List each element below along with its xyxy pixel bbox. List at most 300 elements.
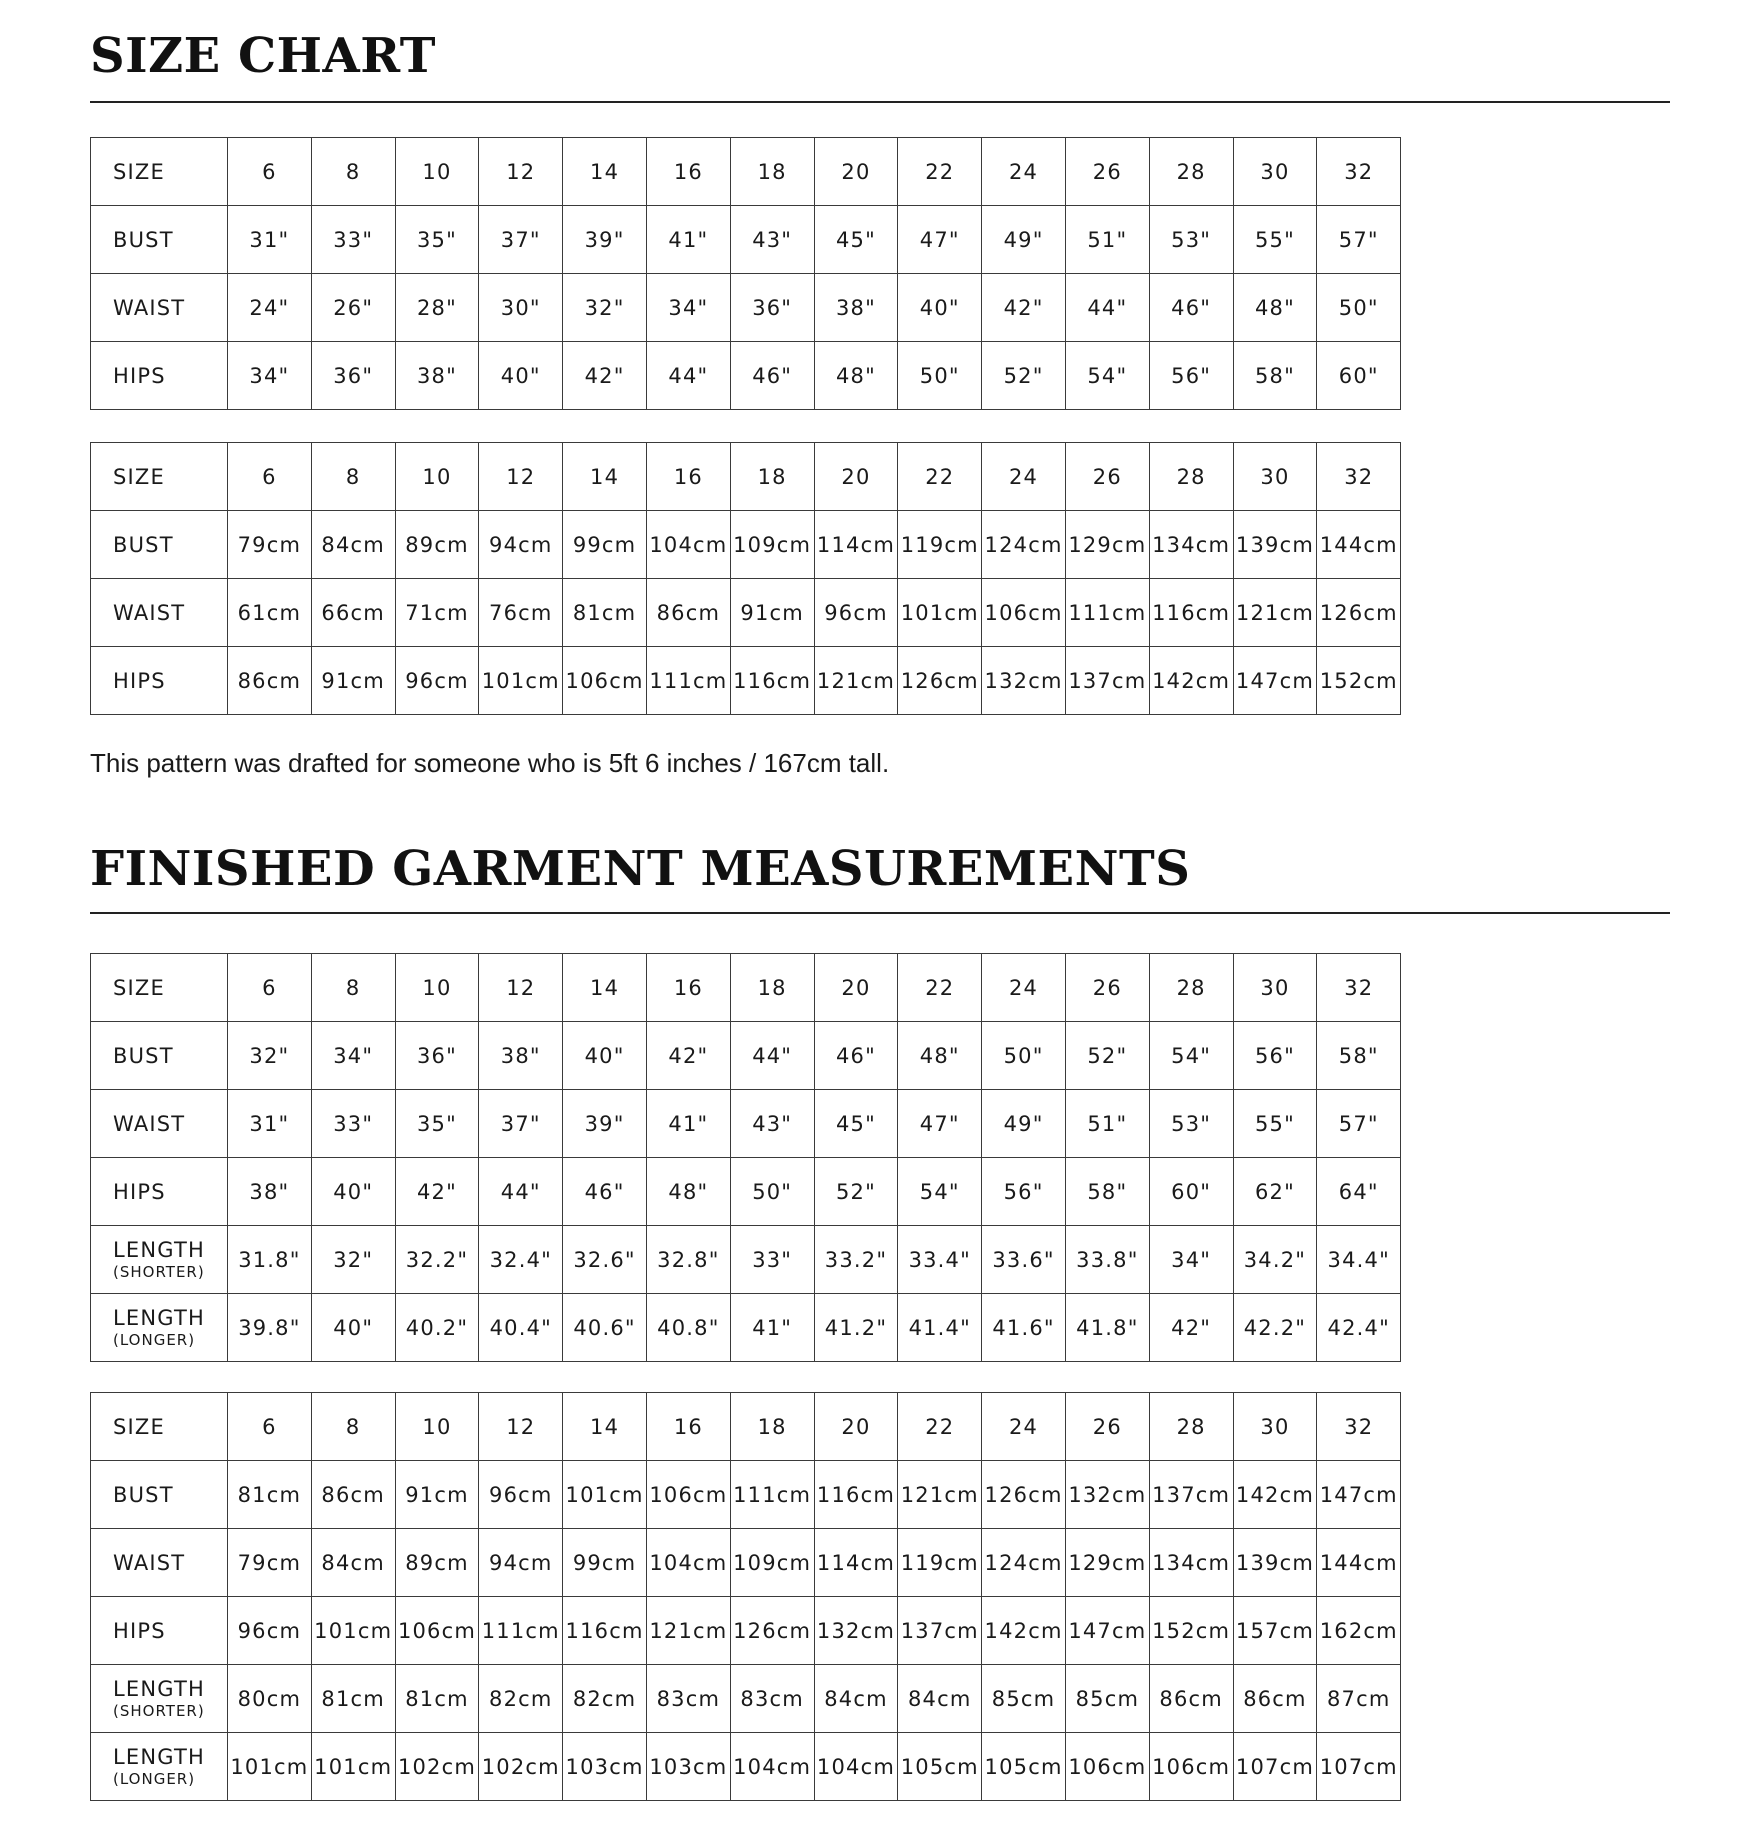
row-label bbox=[91, 954, 228, 1022]
size-cell: 14 bbox=[563, 1393, 647, 1461]
value-cell: 81cm bbox=[228, 1461, 312, 1529]
value-cell: 51" bbox=[1065, 206, 1149, 274]
row-label bbox=[91, 1597, 228, 1665]
value-cell: 54" bbox=[1065, 342, 1149, 410]
value-cell: 56" bbox=[1233, 1022, 1317, 1090]
size-cell: 12 bbox=[479, 1393, 563, 1461]
value-cell: 139cm bbox=[1233, 511, 1317, 579]
row-label-subtext: (LONGER) bbox=[113, 1770, 196, 1788]
size-cell: 16 bbox=[646, 1393, 730, 1461]
value-cell: 61cm bbox=[228, 579, 312, 647]
size-cell: 12 bbox=[479, 443, 563, 511]
value-cell: 111cm bbox=[1065, 579, 1149, 647]
value-cell: 34" bbox=[311, 1022, 395, 1090]
value-cell: 86cm bbox=[1149, 1665, 1233, 1733]
value-cell: 82cm bbox=[479, 1665, 563, 1733]
size-cell: 26 bbox=[1065, 954, 1149, 1022]
value-cell: 99cm bbox=[563, 1529, 647, 1597]
row-label bbox=[91, 274, 228, 342]
value-cell: 106cm bbox=[982, 579, 1066, 647]
value-cell: 44" bbox=[479, 1158, 563, 1226]
value-cell: 34.4" bbox=[1317, 1226, 1401, 1294]
size-cell: 30 bbox=[1233, 954, 1317, 1022]
row-label-text: BUST bbox=[113, 1043, 174, 1068]
size-cell: 28 bbox=[1149, 1393, 1233, 1461]
value-cell: 81cm bbox=[395, 1665, 479, 1733]
row-label bbox=[91, 206, 228, 274]
size-cell: 6 bbox=[228, 138, 312, 206]
value-cell: 55" bbox=[1233, 206, 1317, 274]
value-cell: 96cm bbox=[814, 579, 898, 647]
value-cell: 52" bbox=[982, 342, 1066, 410]
size-cell: 18 bbox=[730, 138, 814, 206]
value-cell: 96cm bbox=[479, 1461, 563, 1529]
value-cell: 35" bbox=[395, 206, 479, 274]
value-cell: 60" bbox=[1149, 1158, 1233, 1226]
value-cell: 107cm bbox=[1317, 1733, 1401, 1801]
size-cell: 26 bbox=[1065, 443, 1149, 511]
value-cell: 38" bbox=[228, 1158, 312, 1226]
value-cell: 104cm bbox=[646, 511, 730, 579]
size-cell: 32 bbox=[1317, 443, 1401, 511]
value-cell: 43" bbox=[730, 1090, 814, 1158]
row-label-text: BUST bbox=[113, 227, 174, 252]
value-cell: 132cm bbox=[814, 1597, 898, 1665]
size-cell: 30 bbox=[1233, 138, 1317, 206]
value-cell: 83cm bbox=[646, 1665, 730, 1733]
size-cell: 28 bbox=[1149, 954, 1233, 1022]
value-cell: 32.4" bbox=[479, 1226, 563, 1294]
row-label bbox=[91, 443, 228, 511]
value-cell: 34.2" bbox=[1233, 1226, 1317, 1294]
value-cell: 51" bbox=[1065, 1090, 1149, 1158]
value-cell: 121cm bbox=[814, 647, 898, 715]
value-cell: 56" bbox=[1149, 342, 1233, 410]
value-cell: 96cm bbox=[395, 647, 479, 715]
value-cell: 82cm bbox=[563, 1665, 647, 1733]
size-cell: 32 bbox=[1317, 954, 1401, 1022]
value-cell: 101cm bbox=[563, 1461, 647, 1529]
row-label bbox=[91, 511, 228, 579]
value-cell: 33.8" bbox=[1065, 1226, 1149, 1294]
value-cell: 58" bbox=[1317, 1022, 1401, 1090]
value-cell: 81cm bbox=[563, 579, 647, 647]
measurement-row bbox=[91, 1461, 1401, 1529]
row-label-text: SIZE bbox=[113, 464, 165, 489]
value-cell: 36" bbox=[311, 342, 395, 410]
size-cell: 10 bbox=[395, 443, 479, 511]
value-cell: 106cm bbox=[563, 647, 647, 715]
value-cell: 54" bbox=[898, 1158, 982, 1226]
value-cell: 79cm bbox=[228, 511, 312, 579]
value-cell: 111cm bbox=[730, 1461, 814, 1529]
value-cell: 85cm bbox=[982, 1665, 1066, 1733]
value-cell: 126cm bbox=[1317, 579, 1401, 647]
value-cell: 116cm bbox=[730, 647, 814, 715]
value-cell: 86cm bbox=[228, 647, 312, 715]
value-cell: 42" bbox=[646, 1022, 730, 1090]
value-cell: 84cm bbox=[898, 1665, 982, 1733]
value-cell: 32.6" bbox=[563, 1226, 647, 1294]
size-cell: 8 bbox=[311, 954, 395, 1022]
value-cell: 37" bbox=[479, 206, 563, 274]
row-label bbox=[91, 1529, 228, 1597]
value-cell: 45" bbox=[814, 1090, 898, 1158]
value-cell: 53" bbox=[1149, 1090, 1233, 1158]
value-cell: 40" bbox=[563, 1022, 647, 1090]
value-cell: 71cm bbox=[395, 579, 479, 647]
value-cell: 134cm bbox=[1149, 1529, 1233, 1597]
value-cell: 60" bbox=[1317, 342, 1401, 410]
value-cell: 30" bbox=[479, 274, 563, 342]
value-cell: 33" bbox=[730, 1226, 814, 1294]
size-cell: 6 bbox=[228, 954, 312, 1022]
value-cell: 46" bbox=[563, 1158, 647, 1226]
value-cell: 33.4" bbox=[898, 1226, 982, 1294]
value-cell: 89cm bbox=[395, 511, 479, 579]
value-cell: 124cm bbox=[982, 1529, 1066, 1597]
size-chart-divider bbox=[90, 101, 1670, 103]
value-cell: 119cm bbox=[898, 1529, 982, 1597]
measurement-row bbox=[91, 579, 1401, 647]
value-cell: 106cm bbox=[1149, 1733, 1233, 1801]
value-cell: 109cm bbox=[730, 1529, 814, 1597]
size-cell: 26 bbox=[1065, 138, 1149, 206]
value-cell: 157cm bbox=[1233, 1597, 1317, 1665]
value-cell: 147cm bbox=[1317, 1461, 1401, 1529]
value-cell: 132cm bbox=[982, 647, 1066, 715]
value-cell: 50" bbox=[982, 1022, 1066, 1090]
value-cell: 57" bbox=[1317, 1090, 1401, 1158]
size-cell: 14 bbox=[563, 954, 647, 1022]
size-chart-cm-table bbox=[90, 442, 1401, 715]
measurement-row bbox=[91, 206, 1401, 274]
value-cell: 40" bbox=[311, 1158, 395, 1226]
value-cell: 142cm bbox=[1233, 1461, 1317, 1529]
value-cell: 41" bbox=[646, 206, 730, 274]
value-cell: 107cm bbox=[1233, 1733, 1317, 1801]
row-label bbox=[91, 1022, 228, 1090]
value-cell: 114cm bbox=[814, 511, 898, 579]
value-cell: 111cm bbox=[646, 647, 730, 715]
value-cell: 147cm bbox=[1233, 647, 1317, 715]
value-cell: 94cm bbox=[479, 511, 563, 579]
value-cell: 104cm bbox=[730, 1733, 814, 1801]
measurement-row bbox=[91, 1226, 1401, 1294]
value-cell: 58" bbox=[1233, 342, 1317, 410]
size-cell: 12 bbox=[479, 954, 563, 1022]
value-cell: 101cm bbox=[228, 1733, 312, 1801]
value-cell: 38" bbox=[479, 1022, 563, 1090]
value-cell: 32" bbox=[228, 1022, 312, 1090]
size-cell: 32 bbox=[1317, 138, 1401, 206]
size-cell: 24 bbox=[982, 443, 1066, 511]
value-cell: 32" bbox=[311, 1226, 395, 1294]
value-cell: 104cm bbox=[814, 1733, 898, 1801]
row-label bbox=[91, 1665, 228, 1733]
value-cell: 89cm bbox=[395, 1529, 479, 1597]
value-cell: 124cm bbox=[982, 511, 1066, 579]
value-cell: 129cm bbox=[1065, 511, 1149, 579]
value-cell: 37" bbox=[479, 1090, 563, 1158]
value-cell: 42.4" bbox=[1317, 1294, 1401, 1362]
value-cell: 40.4" bbox=[479, 1294, 563, 1362]
value-cell: 91cm bbox=[311, 647, 395, 715]
value-cell: 101cm bbox=[898, 579, 982, 647]
measurement-row bbox=[91, 511, 1401, 579]
value-cell: 101cm bbox=[479, 647, 563, 715]
size-cell: 24 bbox=[982, 1393, 1066, 1461]
row-label-text: WAIST bbox=[113, 1111, 186, 1136]
value-cell: 35" bbox=[395, 1090, 479, 1158]
value-cell: 55" bbox=[1233, 1090, 1317, 1158]
value-cell: 46" bbox=[730, 342, 814, 410]
size-cell: 10 bbox=[395, 954, 479, 1022]
row-label-text: SIZE bbox=[113, 975, 165, 1000]
size-cell: 30 bbox=[1233, 1393, 1317, 1461]
size-chart-section bbox=[90, 28, 437, 84]
value-cell: 83cm bbox=[730, 1665, 814, 1733]
row-label-text: HIPS bbox=[113, 668, 166, 693]
value-cell: 137cm bbox=[898, 1597, 982, 1665]
value-cell: 119cm bbox=[898, 511, 982, 579]
row-label bbox=[91, 1461, 228, 1529]
value-cell: 47" bbox=[898, 206, 982, 274]
value-cell: 41.4" bbox=[898, 1294, 982, 1362]
size-cell: 32 bbox=[1317, 1393, 1401, 1461]
value-cell: 101cm bbox=[311, 1597, 395, 1665]
row-label-text: LENGTH bbox=[113, 1677, 206, 1701]
measurement-row bbox=[91, 1733, 1401, 1801]
value-cell: 49" bbox=[982, 206, 1066, 274]
value-cell: 32.2" bbox=[395, 1226, 479, 1294]
size-cell: 22 bbox=[898, 443, 982, 511]
row-label-text: LENGTH bbox=[113, 1745, 206, 1769]
value-cell: 34" bbox=[646, 274, 730, 342]
value-cell: 137cm bbox=[1149, 1461, 1233, 1529]
measurement-row bbox=[91, 647, 1401, 715]
size-cell: 6 bbox=[228, 443, 312, 511]
value-cell: 132cm bbox=[1065, 1461, 1149, 1529]
value-cell: 53" bbox=[1149, 206, 1233, 274]
row-label-text: BUST bbox=[113, 532, 174, 557]
value-cell: 109cm bbox=[730, 511, 814, 579]
row-label-text: SIZE bbox=[113, 1414, 165, 1439]
size-chart-title: SIZE CHART bbox=[90, 28, 437, 84]
value-cell: 52" bbox=[1065, 1022, 1149, 1090]
finished-inches-table bbox=[90, 953, 1401, 1362]
value-cell: 85cm bbox=[1065, 1665, 1149, 1733]
value-cell: 34" bbox=[228, 342, 312, 410]
value-cell: 64" bbox=[1317, 1158, 1401, 1226]
value-cell: 94cm bbox=[479, 1529, 563, 1597]
measurement-row bbox=[91, 1665, 1401, 1733]
value-cell: 33" bbox=[311, 1090, 395, 1158]
value-cell: 84cm bbox=[311, 1529, 395, 1597]
size-header-row bbox=[91, 138, 1401, 206]
value-cell: 116cm bbox=[563, 1597, 647, 1665]
value-cell: 58" bbox=[1065, 1158, 1149, 1226]
value-cell: 32.8" bbox=[646, 1226, 730, 1294]
value-cell: 48" bbox=[898, 1022, 982, 1090]
value-cell: 106cm bbox=[1065, 1733, 1149, 1801]
size-cell: 14 bbox=[563, 138, 647, 206]
size-cell: 22 bbox=[898, 1393, 982, 1461]
value-cell: 39" bbox=[563, 206, 647, 274]
size-chart-inches-table bbox=[90, 137, 1401, 410]
value-cell: 41.2" bbox=[814, 1294, 898, 1362]
value-cell: 102cm bbox=[395, 1733, 479, 1801]
value-cell: 129cm bbox=[1065, 1529, 1149, 1597]
row-label bbox=[91, 342, 228, 410]
value-cell: 36" bbox=[730, 274, 814, 342]
value-cell: 32" bbox=[563, 274, 647, 342]
value-cell: 26" bbox=[311, 274, 395, 342]
size-cell: 10 bbox=[395, 138, 479, 206]
size-header-row bbox=[91, 954, 1401, 1022]
value-cell: 46" bbox=[814, 1022, 898, 1090]
value-cell: 39" bbox=[563, 1090, 647, 1158]
value-cell: 106cm bbox=[646, 1461, 730, 1529]
size-cell: 20 bbox=[814, 443, 898, 511]
value-cell: 103cm bbox=[646, 1733, 730, 1801]
value-cell: 40" bbox=[479, 342, 563, 410]
value-cell: 57" bbox=[1317, 206, 1401, 274]
value-cell: 121cm bbox=[1233, 579, 1317, 647]
value-cell: 111cm bbox=[479, 1597, 563, 1665]
measurement-row bbox=[91, 1294, 1401, 1362]
row-label-subtext: (SHORTER) bbox=[113, 1702, 205, 1720]
value-cell: 104cm bbox=[646, 1529, 730, 1597]
value-cell: 126cm bbox=[982, 1461, 1066, 1529]
value-cell: 101cm bbox=[311, 1733, 395, 1801]
size-cell: 8 bbox=[311, 443, 395, 511]
value-cell: 86cm bbox=[311, 1461, 395, 1529]
size-cell: 16 bbox=[646, 443, 730, 511]
row-label bbox=[91, 579, 228, 647]
row-label bbox=[91, 1733, 228, 1801]
size-cell: 14 bbox=[563, 443, 647, 511]
value-cell: 87cm bbox=[1317, 1665, 1401, 1733]
value-cell: 54" bbox=[1149, 1022, 1233, 1090]
value-cell: 40.8" bbox=[646, 1294, 730, 1362]
value-cell: 142cm bbox=[982, 1597, 1066, 1665]
size-cell: 8 bbox=[311, 1393, 395, 1461]
value-cell: 62" bbox=[1233, 1158, 1317, 1226]
value-cell: 56" bbox=[982, 1158, 1066, 1226]
value-cell: 50" bbox=[730, 1158, 814, 1226]
size-cell: 6 bbox=[228, 1393, 312, 1461]
value-cell: 36" bbox=[395, 1022, 479, 1090]
value-cell: 40.2" bbox=[395, 1294, 479, 1362]
size-header-row bbox=[91, 1393, 1401, 1461]
value-cell: 142cm bbox=[1149, 647, 1233, 715]
value-cell: 28" bbox=[395, 274, 479, 342]
row-label bbox=[91, 138, 228, 206]
measurement-row bbox=[91, 342, 1401, 410]
measurement-row bbox=[91, 1158, 1401, 1226]
value-cell: 39.8" bbox=[228, 1294, 312, 1362]
value-cell: 80cm bbox=[228, 1665, 312, 1733]
finished-cm-table bbox=[90, 1392, 1401, 1801]
row-label-subtext: (SHORTER) bbox=[113, 1263, 205, 1281]
value-cell: 162cm bbox=[1317, 1597, 1401, 1665]
measurement-row bbox=[91, 1022, 1401, 1090]
value-cell: 102cm bbox=[479, 1733, 563, 1801]
value-cell: 40" bbox=[898, 274, 982, 342]
value-cell: 106cm bbox=[395, 1597, 479, 1665]
row-label-text: LENGTH bbox=[113, 1238, 206, 1262]
value-cell: 103cm bbox=[563, 1733, 647, 1801]
value-cell: 46" bbox=[1149, 274, 1233, 342]
value-cell: 84cm bbox=[311, 511, 395, 579]
value-cell: 42.2" bbox=[1233, 1294, 1317, 1362]
size-cell: 8 bbox=[311, 138, 395, 206]
size-cell: 10 bbox=[395, 1393, 479, 1461]
value-cell: 114cm bbox=[814, 1529, 898, 1597]
measurement-row bbox=[91, 274, 1401, 342]
size-header-row bbox=[91, 443, 1401, 511]
value-cell: 84cm bbox=[814, 1665, 898, 1733]
size-cell: 22 bbox=[898, 954, 982, 1022]
size-cell: 28 bbox=[1149, 443, 1233, 511]
value-cell: 81cm bbox=[311, 1665, 395, 1733]
finished-garment-divider bbox=[90, 912, 1670, 914]
size-cell: 18 bbox=[730, 954, 814, 1022]
value-cell: 105cm bbox=[898, 1733, 982, 1801]
size-cell: 24 bbox=[982, 138, 1066, 206]
row-label bbox=[91, 1393, 228, 1461]
value-cell: 40" bbox=[311, 1294, 395, 1362]
value-cell: 147cm bbox=[1065, 1597, 1149, 1665]
row-label-text: LENGTH bbox=[113, 1306, 206, 1330]
size-cell: 20 bbox=[814, 138, 898, 206]
value-cell: 49" bbox=[982, 1090, 1066, 1158]
value-cell: 144cm bbox=[1317, 1529, 1401, 1597]
finished-garment-section bbox=[90, 841, 1191, 897]
size-cell: 20 bbox=[814, 1393, 898, 1461]
row-label-text: WAIST bbox=[113, 600, 186, 625]
value-cell: 152cm bbox=[1317, 647, 1401, 715]
value-cell: 48" bbox=[1233, 274, 1317, 342]
size-cell: 28 bbox=[1149, 138, 1233, 206]
value-cell: 91cm bbox=[730, 579, 814, 647]
size-cell: 26 bbox=[1065, 1393, 1149, 1461]
value-cell: 139cm bbox=[1233, 1529, 1317, 1597]
value-cell: 42" bbox=[1149, 1294, 1233, 1362]
value-cell: 40.6" bbox=[563, 1294, 647, 1362]
value-cell: 42" bbox=[982, 274, 1066, 342]
value-cell: 116cm bbox=[814, 1461, 898, 1529]
row-label-subtext: (LONGER) bbox=[113, 1331, 196, 1349]
value-cell: 48" bbox=[646, 1158, 730, 1226]
value-cell: 96cm bbox=[228, 1597, 312, 1665]
row-label bbox=[91, 1090, 228, 1158]
value-cell: 38" bbox=[395, 342, 479, 410]
size-cell: 18 bbox=[730, 1393, 814, 1461]
value-cell: 86cm bbox=[1233, 1665, 1317, 1733]
value-cell: 34" bbox=[1149, 1226, 1233, 1294]
value-cell: 66cm bbox=[311, 579, 395, 647]
value-cell: 45" bbox=[814, 206, 898, 274]
row-label-text: SIZE bbox=[113, 159, 165, 184]
size-cell: 24 bbox=[982, 954, 1066, 1022]
value-cell: 41" bbox=[646, 1090, 730, 1158]
value-cell: 79cm bbox=[228, 1529, 312, 1597]
value-cell: 31" bbox=[228, 206, 312, 274]
value-cell: 42" bbox=[563, 342, 647, 410]
size-cell: 20 bbox=[814, 954, 898, 1022]
